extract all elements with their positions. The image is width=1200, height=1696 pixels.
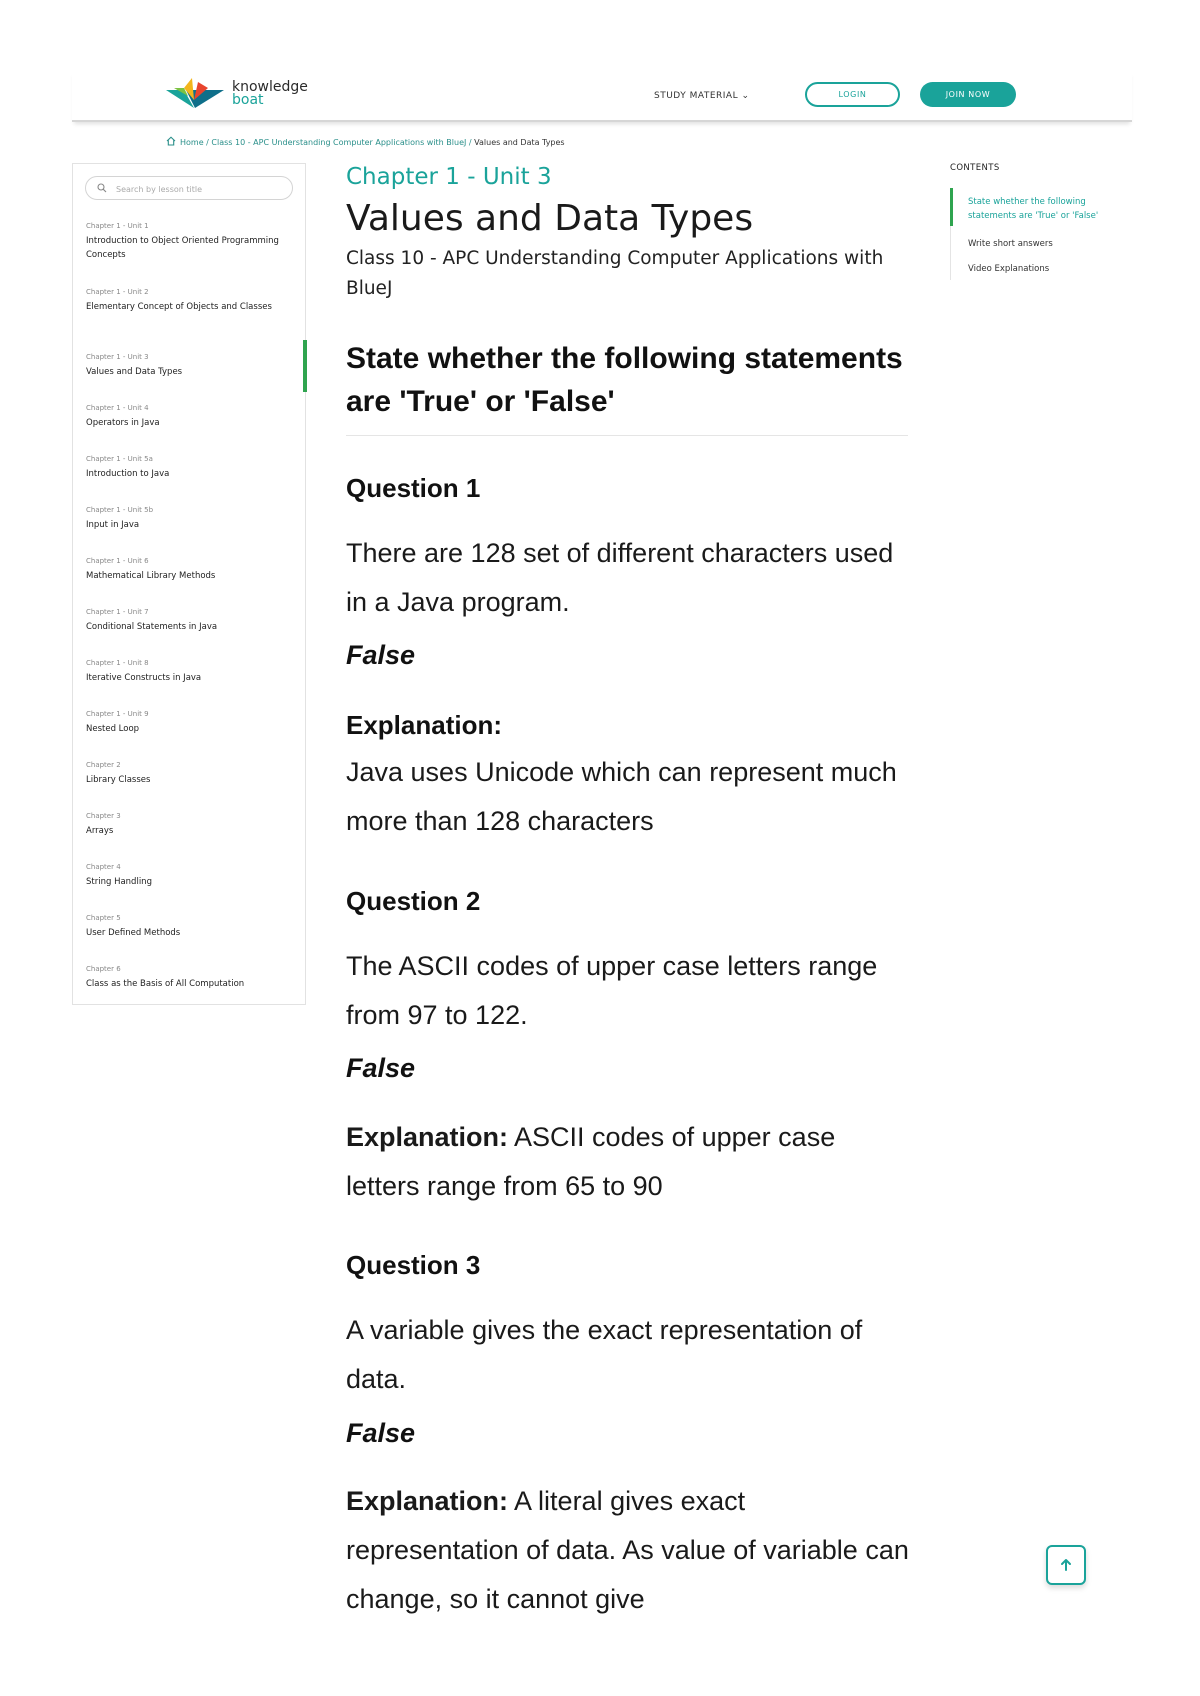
sidebar-item-ch1-unit9[interactable] xyxy=(86,709,301,736)
sidebar-item-sub: Chapter 2 xyxy=(86,761,121,769)
sidebar-item-title: Arrays xyxy=(86,826,114,836)
sidebar-item-title: Operators in Java xyxy=(86,418,160,428)
home-icon[interactable] xyxy=(166,136,176,146)
sidebar-item-title: Introduction to Java xyxy=(86,469,170,479)
toc-title: CONTENTS xyxy=(950,163,1000,173)
sidebar-active-indicator xyxy=(303,340,307,392)
sidebar-item-title: Class as the Basis of All Computation xyxy=(86,979,245,989)
sidebar-item-sub: Chapter 1 - Unit 1 xyxy=(86,222,149,230)
sidebar-item-ch3[interactable] xyxy=(86,811,301,838)
explanation-text: A literal gives exact representation of data. As value of variable can change, so it cannot give xyxy=(346,1486,909,1614)
sidebar-item-ch1-unit2[interactable] xyxy=(86,287,301,314)
explanation-text: Java uses Unicode which can represent much more than 128 characters xyxy=(346,757,897,836)
sidebar-item-sub: Chapter 3 xyxy=(86,812,121,820)
sidebar-item-ch1-unit5b[interactable] xyxy=(86,505,301,532)
sidebar-item-ch1-unit6[interactable] xyxy=(86,556,301,583)
sidebar-item-ch1-unit8[interactable] xyxy=(86,658,301,685)
arrow-up-icon xyxy=(1058,1557,1074,1573)
question-heading: Question 1 xyxy=(346,473,481,503)
sidebar-item-sub: Chapter 1 - Unit 8 xyxy=(86,659,149,667)
section-heading: State whether the following statements are 'True' or 'False' xyxy=(346,342,903,418)
sidebar-item-title: Library Classes xyxy=(86,775,151,785)
site-header xyxy=(72,70,1132,122)
sidebar-item-ch1-unit1[interactable] xyxy=(86,221,301,262)
sidebar-item-sub: Chapter 1 - Unit 7 xyxy=(86,608,149,616)
breadcrumb-current: Values and Data Types xyxy=(474,138,565,147)
join-now-button[interactable]: JOIN NOW xyxy=(920,82,1016,107)
knowledgeboat-logo[interactable] xyxy=(164,78,308,110)
explanation-block xyxy=(346,1477,916,1624)
chapter-label: Chapter 1 - Unit 3 xyxy=(346,164,552,190)
sidebar-item-sub: Chapter 1 - Unit 5b xyxy=(86,506,154,514)
sidebar-item-ch1-unit4[interactable] xyxy=(86,403,301,430)
sidebar-item-title: String Handling xyxy=(86,877,152,887)
logo-text-boat: boat xyxy=(232,92,264,108)
toc-item-short-answers[interactable]: Write short answers xyxy=(968,239,1053,249)
study-material-menu[interactable]: STUDY MATERIAL ⌄ xyxy=(654,91,750,101)
question-heading: Question 3 xyxy=(346,1250,481,1280)
sidebar-item-ch6[interactable] xyxy=(86,964,301,991)
sidebar-item-sub: Chapter 5 xyxy=(86,914,121,922)
sidebar-item-title: Introduction to Object Oriented Programming Concepts xyxy=(86,236,279,260)
sidebar-item-ch4[interactable] xyxy=(86,862,301,889)
answer: False xyxy=(346,1418,416,1448)
question-heading: Question 2 xyxy=(346,886,481,916)
page-title: Values and Data Types xyxy=(346,198,754,239)
explanation-heading: Explanation: xyxy=(346,710,503,740)
lesson-search-box[interactable] xyxy=(85,176,293,200)
sidebar-item-title: User Defined Methods xyxy=(86,928,181,938)
boat-logo-icon xyxy=(164,78,226,110)
login-button[interactable]: LOGIN xyxy=(805,82,900,107)
toc-item-video-explanations[interactable]: Video Explanations xyxy=(968,264,1050,274)
sidebar-item-sub: Chapter 1 - Unit 4 xyxy=(86,404,149,412)
question-text: A variable gives the exact representation of data. xyxy=(346,1315,863,1394)
sidebar-item-title: Mathematical Library Methods xyxy=(86,571,216,581)
sidebar-item-ch2[interactable] xyxy=(86,760,301,787)
logo-text-knowledge: knowledge xyxy=(232,79,308,95)
sidebar-item-ch1-unit3[interactable] xyxy=(86,352,301,379)
answer: False xyxy=(346,1053,416,1083)
scroll-to-top-button[interactable] xyxy=(1046,1545,1086,1585)
explanation-block xyxy=(346,1113,916,1211)
section-divider xyxy=(346,435,908,436)
sidebar-item-sub: Chapter 1 - Unit 3 xyxy=(86,353,149,361)
sidebar-item-ch1-unit7[interactable] xyxy=(86,607,301,634)
sidebar-item-sub: Chapter 1 - Unit 6 xyxy=(86,557,149,565)
lesson-sidebar xyxy=(72,163,306,1005)
toc-item-true-false[interactable]: State whether the following statements are 'True' or 'False' xyxy=(968,197,1099,221)
sidebar-item-ch1-unit5a[interactable] xyxy=(86,454,301,481)
sidebar-item-title: Elementary Concept of Objects and Classes xyxy=(86,302,272,312)
explanation-label: Explanation: xyxy=(346,1486,509,1516)
sidebar-item-title: Values and Data Types xyxy=(86,367,183,377)
toc-active-indicator xyxy=(950,188,953,226)
sidebar-item-sub: Chapter 6 xyxy=(86,965,121,973)
explanation-text: ASCII codes of upper case letters range from 65 to 90 xyxy=(346,1122,836,1201)
explanation-label: Explanation: xyxy=(346,1122,509,1152)
question-text: There are 128 set of different characters used in a Java program. xyxy=(346,538,894,617)
search-icon xyxy=(97,183,107,193)
answer: False xyxy=(346,640,416,670)
breadcrumb-path[interactable]: Home / Class 10 - APC Understanding Computer Applications with BlueJ / xyxy=(180,138,475,147)
sidebar-item-title: Input in Java xyxy=(86,520,140,530)
sidebar-item-sub: Chapter 4 xyxy=(86,863,121,871)
subject-title: Class 10 - APC Understanding Computer Applications with BlueJ xyxy=(346,248,884,299)
question-text: The ASCII codes of upper case letters range from 97 to 122. xyxy=(346,951,878,1030)
sidebar-item-title: Conditional Statements in Java xyxy=(86,622,218,632)
sidebar-item-sub: Chapter 1 - Unit 5a xyxy=(86,455,153,463)
sidebar-item-title: Iterative Constructs in Java xyxy=(86,673,202,683)
lesson-search-input[interactable] xyxy=(114,180,288,198)
sidebar-item-ch5[interactable] xyxy=(86,913,301,940)
breadcrumb xyxy=(166,136,565,147)
sidebar-item-sub: Chapter 1 - Unit 9 xyxy=(86,710,149,718)
sidebar-item-sub: Chapter 1 - Unit 2 xyxy=(86,288,149,296)
sidebar-item-title: Nested Loop xyxy=(86,724,140,734)
